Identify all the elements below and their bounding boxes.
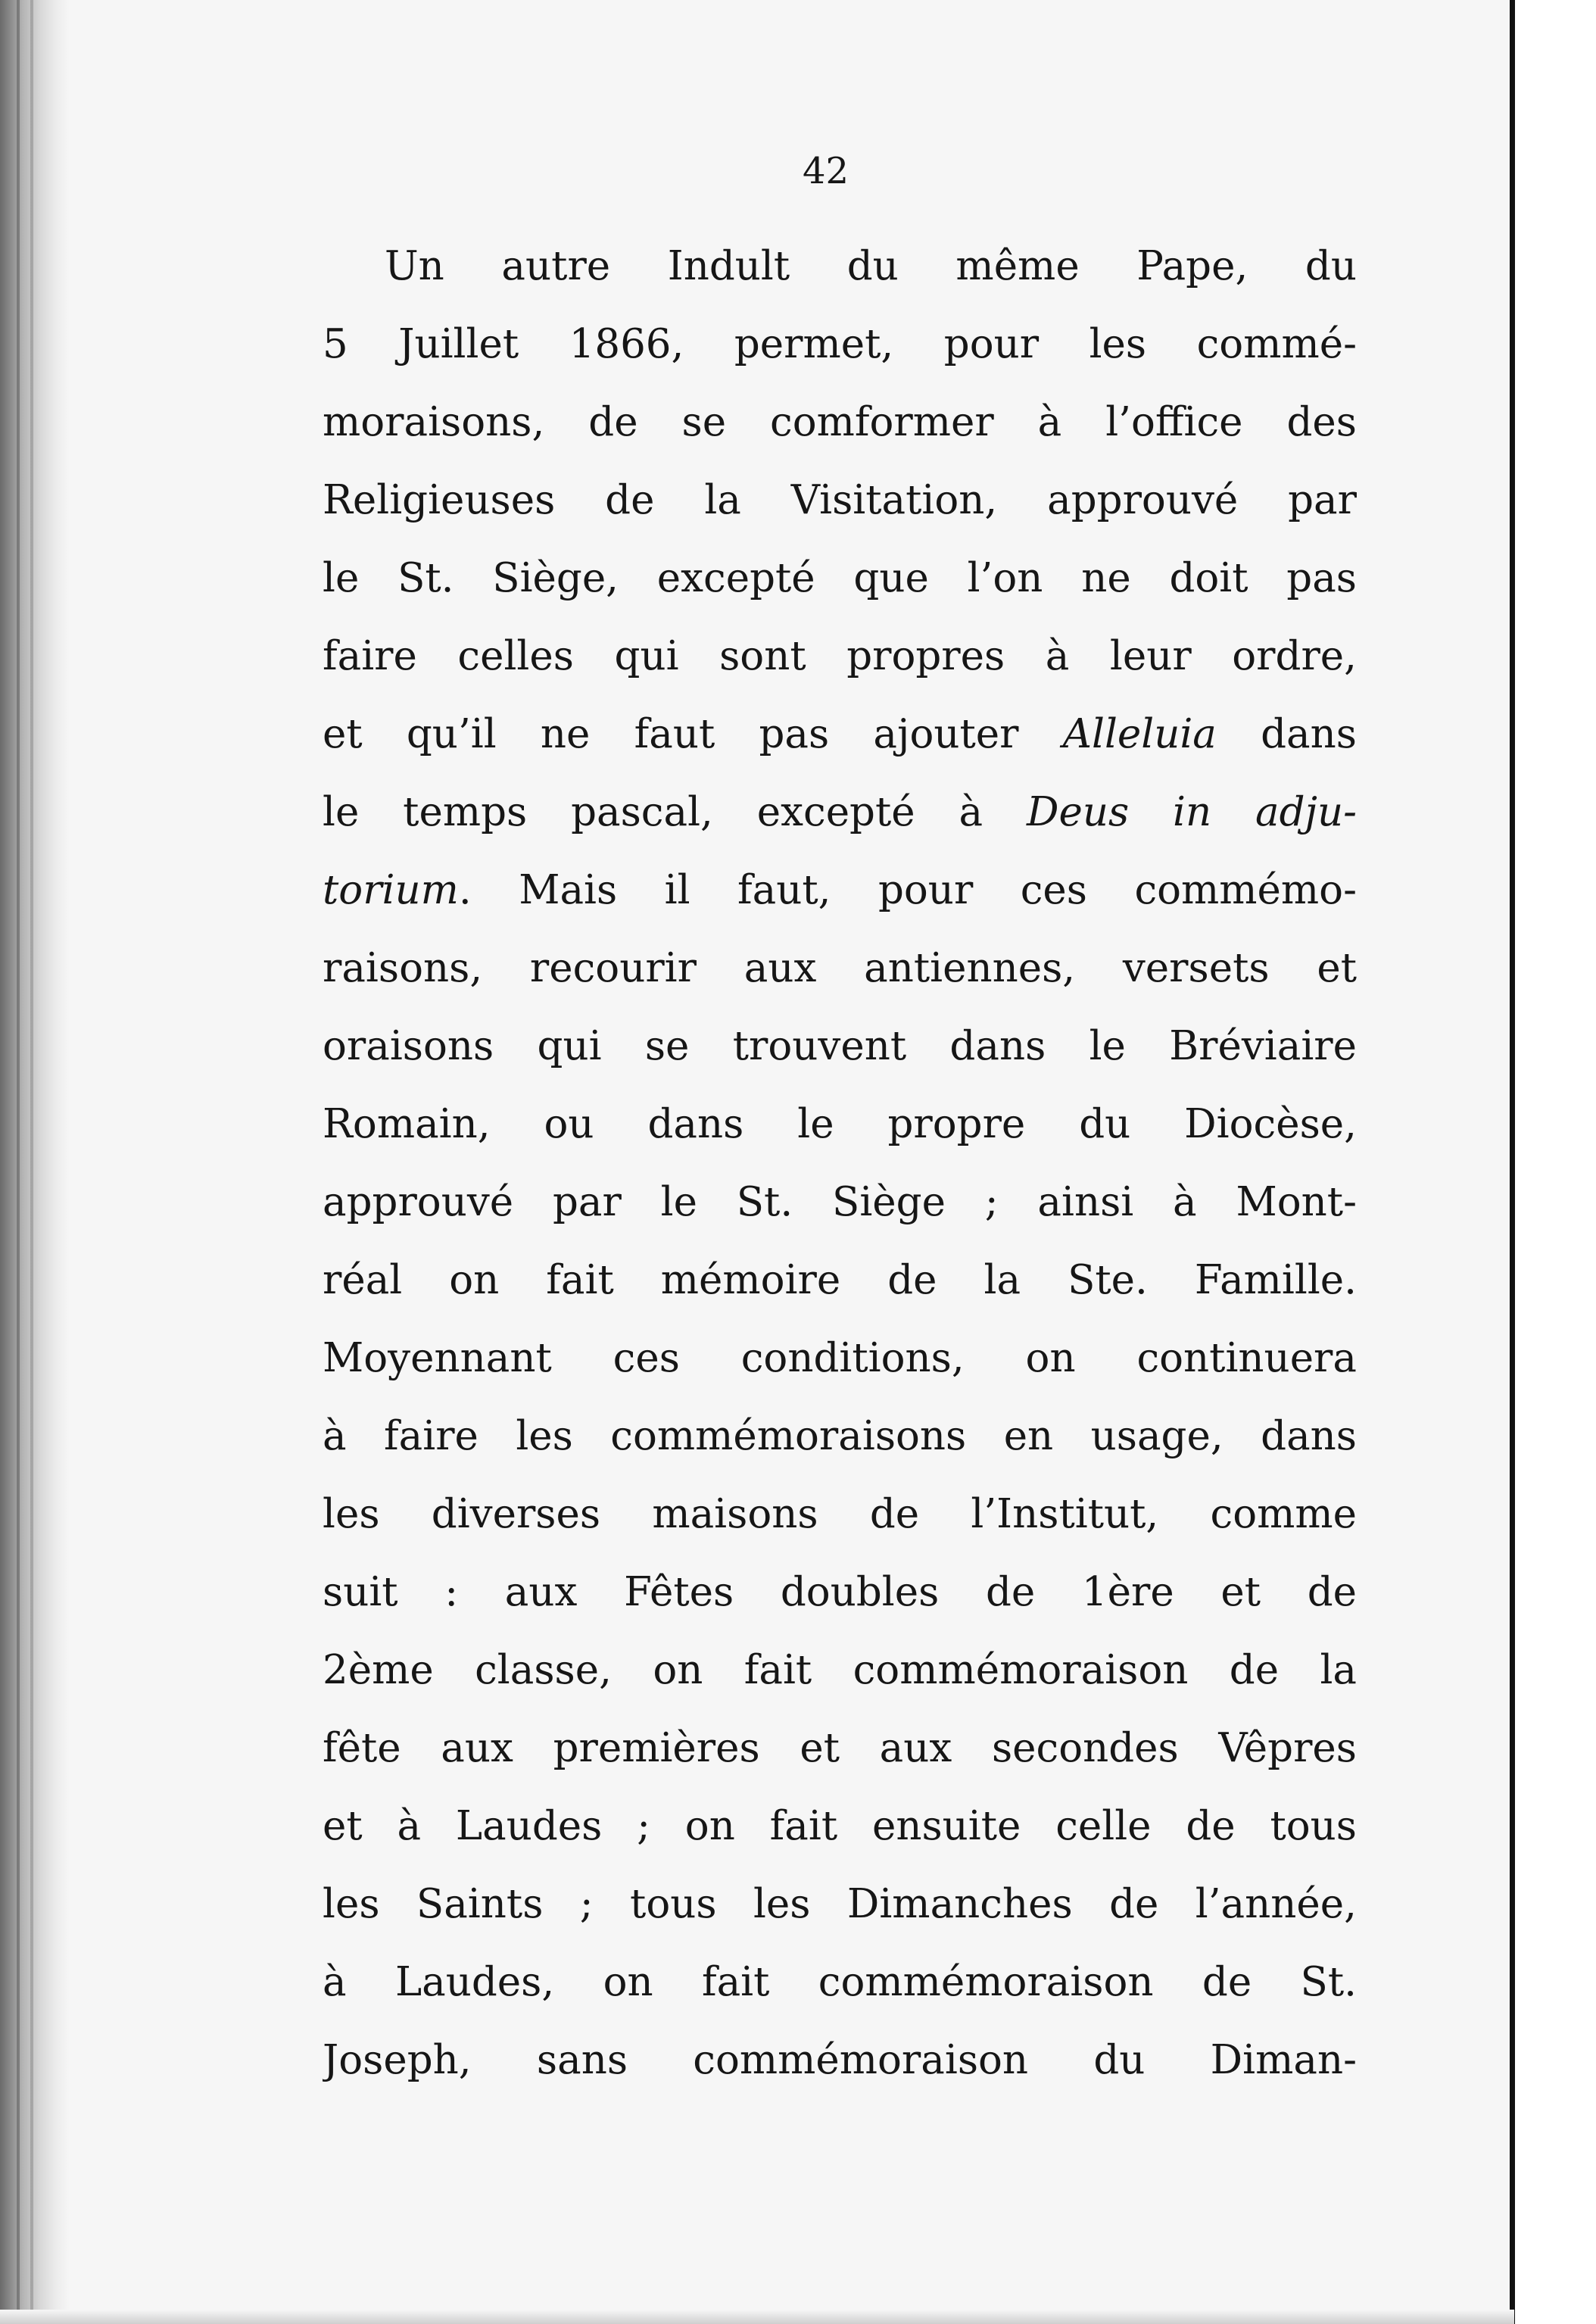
text-line: Religieuses de la Visitation, approuvé par [323,477,1357,523]
text-line: suit : aux Fêtes doubles de 1ère et de [323,1569,1357,1615]
text-line [323,773,1357,851]
text-line [323,851,1357,929]
italic-word: Deus in adju- [1026,789,1357,835]
text-line: Moyennant ces conditions, on continuera [323,1335,1357,1381]
text-line: 5 Juillet 1866, permet, pour les commé- [323,321,1357,367]
text-segment: le temps pascal, excepté à [323,789,1027,835]
text-line: 2ème classe, on fait commémoraison de la [323,1647,1357,1693]
page-edge-line [1510,0,1515,2324]
text-line: les diverses maisons de l’Institut, comme [323,1491,1357,1537]
text-line: faire celles qui sont propres à leur ordre, [323,633,1357,679]
gutter-line [17,0,20,2324]
page-edge [1505,0,1596,2324]
text-line: à Laudes, on fait commémoraison de St. [323,1959,1357,2005]
bottom-edge [0,2310,1514,2324]
text-line: le St. Siège, excepté que l’on ne doit pas [323,555,1357,601]
text-line [323,695,1357,773]
text-line: raisons, recourir aux antiennes, versets et [323,945,1357,991]
text-segment: dans [1216,711,1357,757]
text-line: réal on fait mémoire de la Ste. Famille. [323,1257,1357,1303]
text-line: oraisons qui se trouvent dans le Bréviaire [323,1023,1357,1069]
text-line: à faire les commémoraisons en usage, dans [323,1413,1357,1459]
text-line: et à Laudes ; on fait ensuite celle de tous [323,1803,1357,1849]
text-line: Un autre Indult du même Pape, du [385,243,1357,289]
italic-word: torium [323,867,459,913]
gutter-line [30,0,33,2324]
text-line: moraisons, de se comformer à l’office des [323,399,1357,445]
binding-gutter [0,0,70,2324]
body-paragraph [323,227,1357,2099]
text-line: Romain, ou dans le propre du Diocèse, [323,1101,1357,1147]
italic-word: Alleluia [1062,711,1217,757]
text-line: approuvé par le St. Siège ; ainsi à Mont- [323,1179,1357,1225]
text-line: fête aux premières et aux secondes Vêpres [323,1725,1357,1771]
page-number: 42 [803,150,849,192]
text-segment: et qu’il ne faut pas ajouter [323,711,1063,757]
text-line: les Saints ; tous les Dimanches de l’année, [323,1881,1357,1927]
text-line: Joseph, sans commémoraison du Diman- [323,2037,1357,2083]
text-segment: . Mais il faut, pour ces commémo- [458,867,1357,913]
